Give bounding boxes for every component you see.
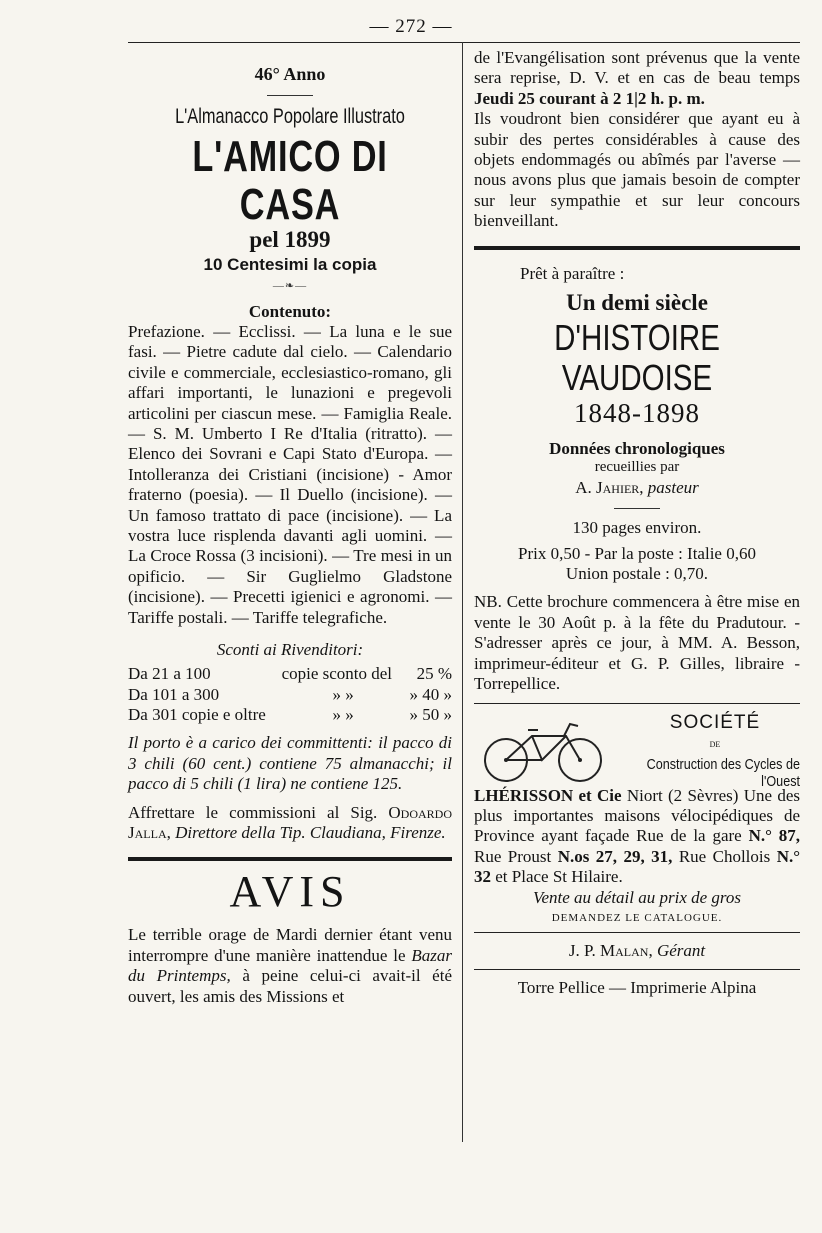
company-description: Construction des Cycles de l'Ouest xyxy=(646,755,800,790)
book-author xyxy=(474,478,800,498)
column-divider xyxy=(462,42,463,1142)
table-cell: » 50 » xyxy=(409,704,452,724)
address-street: Rue Proust xyxy=(474,846,552,866)
author-name: A. Jahier, xyxy=(575,477,644,497)
table-cell: Da 101 a 300 xyxy=(128,684,220,704)
almanac-year: pel 1899 xyxy=(249,227,331,252)
porto-note: Il porto è a carico dei committenti: il pacco di 3 chili (60 cent.) contiene 75 almanacchi; il pacco di 5 chili (1 lira) ne contiene 125. xyxy=(128,733,452,794)
avis-title: AVIS xyxy=(229,867,351,917)
page-number: — 272 — xyxy=(369,16,453,37)
societe-label: SOCIÉTÉ xyxy=(669,711,761,733)
avis-closing: Ils voudront bien considérer que ayant eu à subir des pertes considérables à cause des objets endommagés ou abîmés par l'averse — nous avons plus que jamais besoin de compter sur leur sympathie et sur leur concours bienveillant. xyxy=(474,109,800,231)
section-rule-thin xyxy=(474,932,800,933)
book-price-line-1: Prix 0,50 - Par la poste : Italie 0,60 xyxy=(518,543,756,563)
avis-continuation xyxy=(474,48,800,109)
contents-heading: Contenuto: xyxy=(248,302,332,321)
recueillies-label: recueillies par xyxy=(594,458,680,475)
address-number: N.° 87, xyxy=(748,826,800,846)
book-pages: 130 pages environ. xyxy=(572,517,702,537)
table-cell: Da 21 a 100 xyxy=(128,664,211,684)
table-cell: copie sconto del xyxy=(281,664,393,684)
sconti-heading: Sconti ai Rivenditori: xyxy=(216,640,364,660)
discount-table xyxy=(128,664,452,725)
section-rule xyxy=(128,857,452,861)
cycles-ad-header xyxy=(474,711,800,790)
book-subtitle: Données chronologiques xyxy=(549,438,725,458)
table-row xyxy=(128,685,452,705)
avis-text-part: à peine celui-ci avait-il été ouvert, les amis des Missions et xyxy=(128,966,452,1006)
affrettare-text: Affrettare le commissioni al Sig. xyxy=(128,802,378,822)
director-title: Direttore della Tip. Claudiana, Firenze. xyxy=(175,822,446,842)
nb-note: NB. Cette brochure commencera à être mise en vente le 30 Août p. à la fête du Pradutour. - S'adresser après ce jour, à MM. A. Besson, imprimeur-éditeur et G. P. Gilles, libraire - Torrepellice. xyxy=(474,592,800,694)
section-rule-thin xyxy=(474,703,800,704)
contents-text: Prefazione. — Ecclissi. — La luna e le sue fasi. — Pietre cadute dal cielo. — Calendario civile e commerciale, ecclesiastico-romano, gli affari importanti, le lunazioni e pregevoli articolini per ciascun mese. — Famiglia Reale. — S. M. Umberto I Re d'Italia (ritratto). — Elenco dei Sovrani e Capi Stato d'Europa. — Intolleranza dei Cristiani (incisione) - Amor fraterno (poesia). — Il Duello (incisione). — Un famoso trattato di pace (incisione). — La vostra luce risplenda davanti agli uomini. — La Croce Rossa (3 incisioni). — Tre mesi in un opificio. — Sir Guglielmo Gladstone (incisione). — Precetti igienici e agronomi. — Tariffe postali. — Tariffe telegrafiche. xyxy=(128,322,452,627)
gerant-line xyxy=(474,941,800,961)
table-cell: » » xyxy=(332,684,354,704)
printer-footer: Torre Pellice — Imprimerie Alpina xyxy=(517,978,757,998)
table-cell: » » xyxy=(332,704,354,724)
book-title-line-2: D'HISTOIRE VAUDOISE xyxy=(554,316,720,398)
avis-text-part: Le terrible orage de Mardi dernier étant venu interrompre d'une manière inattendue le xyxy=(128,925,452,965)
avis-date: Jeudi 25 courant à 2 1|2 h. p. m. xyxy=(474,88,705,108)
book-price-line-2: Union postale : 0,70. xyxy=(565,564,709,584)
company-text-part: Niort (2 Sèvres) Une des plus importantes maisons vélocipédiques de Province ayant façade Rue de la gare xyxy=(474,785,800,846)
bicycle-icon xyxy=(480,714,610,784)
almanac-title: L'AMICO DI CASA xyxy=(192,132,388,229)
demandez-line: DEMANDEZ LE CATALOGUE. xyxy=(551,911,723,924)
author-role: pasteur xyxy=(647,477,699,497)
affrettare-note xyxy=(128,803,452,844)
top-rule xyxy=(128,42,800,43)
company-text xyxy=(474,786,800,888)
left-column xyxy=(128,48,452,1007)
vente-line: Vente au détail au prix de gros xyxy=(532,887,742,907)
book-dates: 1848-1898 xyxy=(574,397,700,428)
address-street: et Place St Hilaire. xyxy=(495,867,623,887)
section-rule-thin xyxy=(474,969,800,970)
section-rule xyxy=(474,246,800,250)
book-title-line-1: Un demi siècle xyxy=(566,289,708,315)
table-cell: Da 301 copie e oltre xyxy=(128,704,266,724)
address-number: N.os 27, 29, 31, xyxy=(557,846,673,866)
almanac-subtitle: L'Almanacco Popolare Illustrato xyxy=(175,105,405,128)
de-label: DE xyxy=(709,739,721,749)
avis-text xyxy=(128,925,452,1007)
address-street: Rue Chollois xyxy=(678,846,771,866)
table-cell: 25 % xyxy=(416,664,452,684)
almanac-price: 10 Centesimi la copia xyxy=(203,255,377,274)
right-column xyxy=(474,48,800,998)
director-name: Odoardo Jalla, xyxy=(128,802,452,842)
small-rule-ornament xyxy=(128,89,452,101)
table-row xyxy=(128,664,452,684)
gerant-role: Gérant xyxy=(656,940,706,960)
anno-label: 46° Anno xyxy=(254,64,326,84)
pret-label: Prêt à paraître : xyxy=(520,263,625,283)
table-cell: » 40 » xyxy=(409,684,452,704)
avis-continuation-text: de l'Evangélisation sont prévenus que la vente sera reprise, D. V. et en cas de beau temps xyxy=(474,48,800,88)
small-rule-ornament xyxy=(474,502,800,514)
company-name: LHÉRISSON et Cie xyxy=(474,785,622,805)
address-number: N.° 32 xyxy=(474,846,801,887)
table-row xyxy=(128,705,452,725)
ornament: —❧— xyxy=(272,280,308,292)
bazar-name: Bazar du Printemps, xyxy=(128,945,453,986)
gerant-name: J. P. Malan, xyxy=(568,940,653,960)
